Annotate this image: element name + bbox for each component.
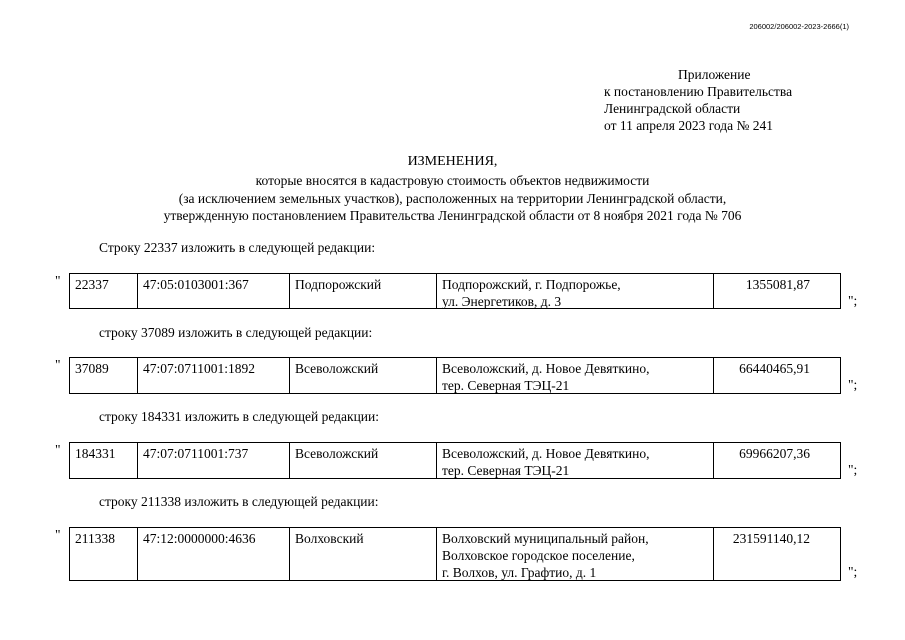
quote-open: " bbox=[55, 527, 61, 542]
cadastral-number: 47:07:0711001:1892 bbox=[138, 358, 290, 393]
quote-close: "; bbox=[848, 377, 858, 392]
table-row bbox=[69, 357, 841, 394]
district: Всеволожский bbox=[290, 358, 437, 393]
cadastral-value: 66440465,91 bbox=[739, 361, 810, 376]
cadastral-number: 47:07:0711001:737 bbox=[138, 443, 290, 478]
address bbox=[437, 528, 714, 580]
section-intro: строку 211338 изложить в следующей редакции: bbox=[99, 494, 379, 509]
table-row bbox=[69, 442, 841, 479]
address bbox=[437, 358, 714, 393]
quote-open: " bbox=[55, 442, 61, 457]
address-line: г. Волхов, ул. Графтио, д. 1 bbox=[442, 565, 597, 580]
district: Волховский bbox=[290, 528, 437, 580]
row-number: 184331 bbox=[70, 443, 138, 478]
row-number: 211338 bbox=[70, 528, 138, 580]
subtitle-line: утвержденную постановлением Правительства Ленинградской области от 8 ноября 2021 года № 706 bbox=[163, 208, 742, 223]
document-subtitle bbox=[0, 172, 905, 225]
section-intro: строку 184331 изложить в следующей редакции: bbox=[99, 409, 380, 424]
subtitle-line: (за исключением земельных участков), расположенных на территории Ленинградской области, bbox=[178, 190, 727, 206]
cadastral-number: 47:05:0103001:367 bbox=[138, 274, 290, 308]
address-line: Всеволожский, д. Новое Девяткино, bbox=[442, 446, 650, 461]
appendix-line: Приложение bbox=[678, 67, 751, 82]
quote-close: "; bbox=[848, 293, 858, 308]
section-intro: Строку 22337 изложить в следующей редакции: bbox=[99, 240, 376, 255]
address bbox=[437, 443, 714, 478]
quote-close: "; bbox=[848, 564, 858, 579]
table-row bbox=[69, 273, 841, 309]
address-line: тер. Северная ТЭЦ-21 bbox=[442, 378, 570, 393]
row-number: 22337 bbox=[70, 274, 138, 308]
address-line: Волховское городское поселение, bbox=[442, 548, 635, 563]
address-line: тер. Северная ТЭЦ-21 bbox=[442, 463, 570, 478]
address-line: ул. Энергетиков, д. 3 bbox=[442, 294, 562, 309]
cadastral-value: 69966207,36 bbox=[739, 446, 810, 461]
address-line: Всеволожский, д. Новое Девяткино, bbox=[442, 361, 650, 376]
row-number: 37089 bbox=[70, 358, 138, 393]
quote-open: " bbox=[55, 273, 61, 288]
subtitle-line: которые вносятся в кадастровую стоимость объектов недвижимости bbox=[255, 173, 650, 188]
district: Подпорожский bbox=[290, 274, 437, 308]
appendix-block bbox=[604, 66, 864, 134]
cadastral-value: 1355081,87 bbox=[745, 277, 810, 292]
cadastral-number: 47:12:0000000:4636 bbox=[138, 528, 290, 580]
address-line: Подпорожский, г. Подпорожье, bbox=[442, 277, 621, 292]
quote-open: " bbox=[55, 357, 61, 372]
appendix-line: Ленинградской области bbox=[604, 101, 741, 116]
section-intro: строку 37089 изложить в следующей редакции: bbox=[99, 325, 373, 340]
quote-close: "; bbox=[848, 462, 858, 477]
table-row bbox=[69, 527, 841, 581]
address-line: Волховский муниципальный район, bbox=[442, 531, 649, 546]
district: Всеволожский bbox=[290, 443, 437, 478]
cadastral-value: 231591140,12 bbox=[732, 531, 810, 546]
appendix-line: от 11 апреля 2023 года № 241 bbox=[604, 118, 774, 133]
document-id: 206002/206002-2023-2666(1) bbox=[749, 22, 849, 31]
appendix-line: к постановлению Правительства bbox=[604, 84, 793, 99]
document-title: ИЗМЕНЕНИЯ, bbox=[407, 154, 498, 169]
address bbox=[437, 274, 714, 308]
